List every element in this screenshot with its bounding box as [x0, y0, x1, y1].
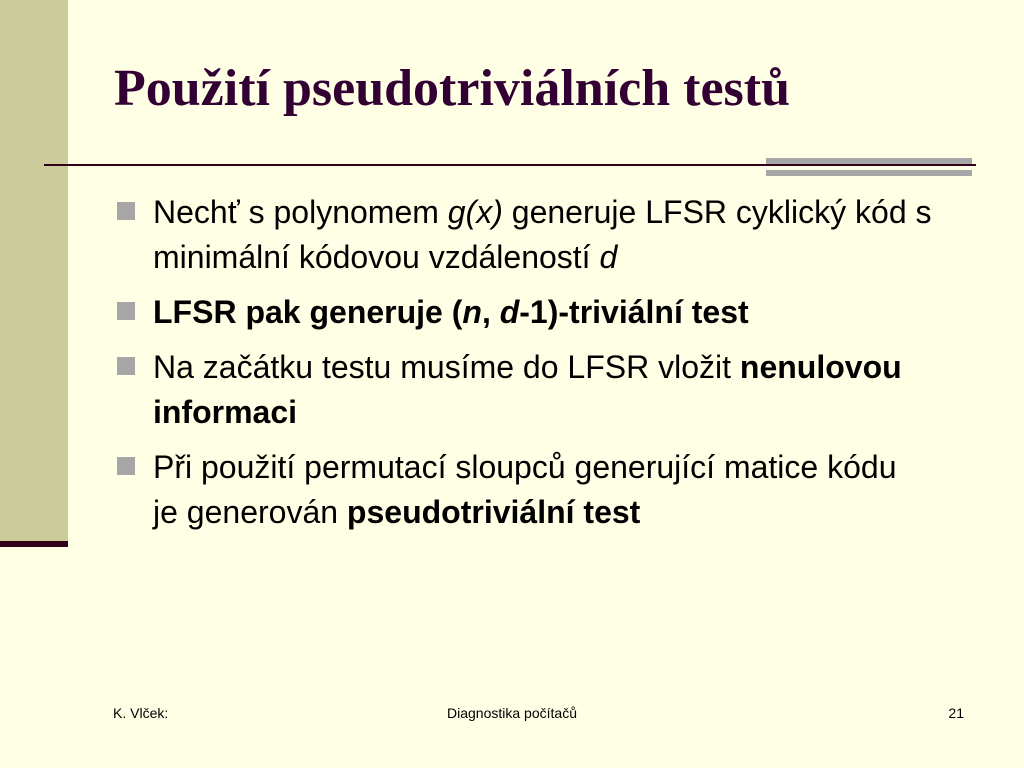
title-divider-gray-bottom — [766, 170, 972, 176]
bullet-text-bold: , — [481, 294, 500, 330]
left-accent-underline — [0, 541, 68, 547]
bullet-item — [117, 445, 923, 535]
title-divider-gray-top — [766, 158, 972, 164]
bullet-list — [117, 190, 977, 545]
footer-page-number: 21 — [948, 705, 964, 721]
bullet-text-italic: g(x) — [447, 194, 503, 230]
footer-author: K. Vlček: — [113, 705, 169, 721]
bullet-square-icon — [117, 457, 135, 475]
bullet-text-bold-italic: n — [462, 294, 482, 330]
title-divider — [44, 164, 976, 166]
bullet-text-bold: nenulovou informaci — [153, 349, 902, 430]
bullet-square-icon — [117, 202, 135, 220]
bullet-text-bold: -1)-triviální test — [519, 294, 749, 330]
bullet-item — [117, 290, 977, 335]
footer-course: Diagnostika počítačů — [447, 705, 577, 721]
bullet-text-italic: d — [599, 239, 618, 275]
bullet-text: Na začátku testu musíme do LFSR vložit — [153, 349, 740, 385]
left-accent-bar — [0, 0, 68, 541]
bullet-text: Při použití permutací sloupců generující matice kódu je generován — [153, 449, 897, 530]
bullet-square-icon — [117, 357, 135, 375]
bullet-text-bold: LFSR pak generuje ( — [153, 294, 463, 330]
bullet-square-icon — [117, 302, 135, 320]
bullet-text-bold: pseudotriviální test — [346, 494, 641, 530]
bullet-item — [117, 345, 913, 435]
bullet-item — [117, 190, 983, 280]
slide-title: Použití pseudotriviálních testů — [114, 60, 791, 117]
bullet-text: Nechť s polynomem — [153, 194, 448, 230]
bullet-text: generuje LFSR cyklický kód s minimální kódovou vzdáleností — [153, 194, 932, 275]
bullet-text-bold-italic: d — [499, 294, 520, 330]
